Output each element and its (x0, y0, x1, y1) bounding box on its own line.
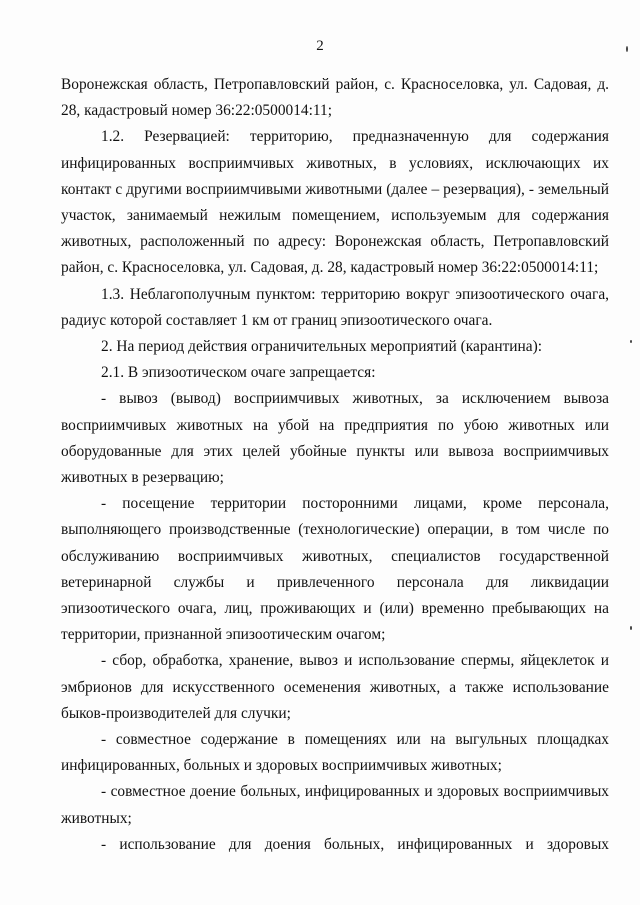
paragraph-1-2-reservation: 1.2. Резервацией: территорию, предназначенную для содержания инфицированных восприимчивых животных, в условиях, исключающих их контакт с другими восприимчивыми животными (далее – резервация), - земельный участок, занимаемый нежилым помещением, используемым для содержания животных, расположенный по адресу: Воронежская область, Петропавловский район, с. Красноселовка, ул. Садовая, д. 28, кадастровый номер 36:22:0500014:11; (61, 128, 609, 277)
document-body (61, 72, 609, 858)
list-item-joint-keeping: - совместное содержание в помещениях или на выгульных площадках инфицированных, больных и здоровых восприимчивых животных; (61, 731, 609, 775)
scan-speck (630, 340, 632, 343)
paragraph-2-1-prohibitions: 2.1. В эпизоотическом очаге запрещается: (101, 364, 376, 382)
paragraph-1-3-unfavorable-point: 1.3. Неблагополучным пунктом: территорию вокруг эпизоотического очага, радиус которой составляет 1 км от границ эпизоотического очага. (61, 285, 609, 329)
list-item-milking-equipment: - использование для доения больных, инфицированных и здоровых (101, 835, 609, 853)
list-item-sperm-embryos: - сбор, обработка, хранение, вывоз и использование спермы, яйцеклеток и эмбрионов для искусственного осеменения животных, а также использование быков-производителей для случки; (61, 652, 609, 722)
paragraph-2-quarantine-period: 2. На период действия ограничительных мероприятий (карантина): (101, 338, 543, 356)
page-number: 2 (316, 38, 324, 54)
scan-speck (630, 626, 632, 630)
scan-speck (626, 46, 628, 52)
list-item-export-animals: - вывоз (вывод) восприимчивых животных, за исключением вывоза восприимчивых животных на убой на предприятия по убою животных или оборудованные для этих целей убойные пункты или вывоза восприимчивых животных в резервацию; (61, 390, 609, 487)
paragraph-address-continuation: Воронежская область, Петропавловский район, с. Красноселовка, ул. Садовая, д. 28, кадастровый номер 36:22:0500014:11; (61, 76, 609, 120)
list-item-joint-milking: - совместное доение больных, инфицированных и здоровых восприимчивых животных; (61, 783, 609, 827)
list-item-visits-prohibited: - посещение территории посторонними лицами, кроме персонала, выполняющего производственные (технологические) операции, в том числе по обслуживанию восприимчивых животных, специалистов государственной ветеринарной службы и привлеченного персонала для ликвидации эпизоотического очага, лиц, проживающих и (или) временно пребывающих на территории, признанной эпизоотическим очагом; (61, 495, 609, 644)
